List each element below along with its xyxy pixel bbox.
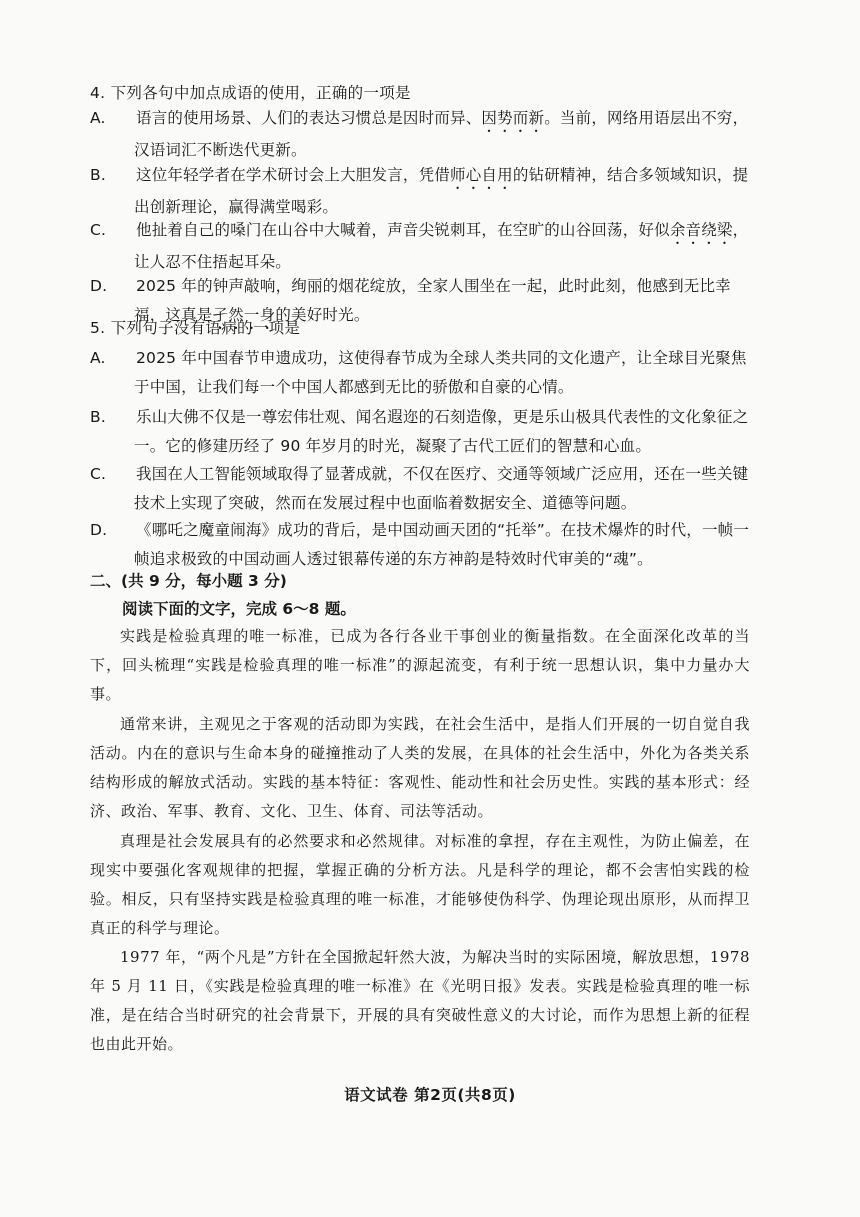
question-5-option-d	[90, 516, 752, 573]
option-letter: A.	[90, 349, 106, 367]
reading-instruction: 阅读下面的文字，完成 6～8 题。	[122, 600, 356, 618]
option-letter: A.	[90, 109, 106, 127]
question-4-stem: 4. 下列各句中加点成语的使用，正确的一项是	[90, 84, 411, 102]
option-letter: C.	[90, 221, 107, 239]
emphasized-idiom: 孑然一身	[212, 305, 276, 324]
option-letter: B.	[90, 166, 106, 184]
section-2-heading: 二、(共 9 分，每小题 3 分)	[90, 572, 287, 590]
emphasized-idiom: 师心自用	[450, 166, 513, 184]
question-4-option-c	[90, 216, 752, 277]
question-5-option-b	[90, 403, 752, 460]
option-text: 2025 年中国春节申遗成功，这使得春节成为全球人类共同的文化遗产，让全球目光聚焦于中国，让我们每一个中国人都感到无比的骄傲和自豪的心情。	[134, 349, 747, 396]
option-text-after: ，让人忍不住捂起耳朵。	[134, 221, 749, 271]
question-5-stem: 5. 下列句子没有语病的一项是	[90, 319, 301, 337]
option-letter: D.	[90, 521, 108, 539]
option-text: 我国在人工智能领域取得了显著成就，不仅在医疗、交通等领域广泛应用，还在一些关键技术上实现了突破，然而在发展过程中也面临着数据安全、道德等问题。	[134, 465, 749, 512]
option-text: 乐山大佛不仅是一尊宏伟壮观、闻名遐迩的石刻造像，更是乐山极具代表性的文化象征之一。它的修建历经了 90 年岁月的时光，凝聚了古代工匠们的智慧和心血。	[134, 408, 749, 455]
option-text-after: 。当前，网络用语层出不穷，汉语词汇不断迭代更新。	[134, 109, 749, 159]
passage-paragraph-1: 实践是检验真理的唯一标准，已成为各行各业干事创业的衡量指数。在全面深化改革的当下，回头梳理“实践是检验真理的唯一标准”的源起流变，有利于统一思想认识，集中力量办大事。	[90, 627, 750, 703]
option-text: 《哪吒之魔童闹海》成功的背后，是中国动画天团的“托举”。在技术爆炸的时代，一帧一帧追求极致的中国动画人透过银幕传递的东方神韵是特效时代审美的“魂”。	[134, 521, 750, 568]
option-letter: C.	[90, 465, 107, 483]
option-text-before: 2025 年的钟声敲响，绚丽的烟花绽放，全家人围坐在一起，此时此刻，他感到无比幸福，这真是	[134, 277, 731, 324]
question-5-option-c	[90, 460, 752, 517]
question-5-option-a	[90, 344, 752, 401]
emphasized-idiom: 因势而新	[481, 109, 545, 127]
passage-paragraph-2: 通常来讲，主观见之于客观的活动即为实践，在社会生活中，是指人们开展的一切自觉自我活动。内在的意识与生命本身的碰撞推动了人类的发展，在具体的社会生活中，外化为各类关系结构形成的解放式活动。实践的基本特征：客观性、能动性和社会历史性。实践的基本形式：经济、政治、军事、教育、文化、卫生、体育、司法等活动。	[90, 715, 750, 820]
option-text-before: 他扯着自己的嗓门在山谷中大喊着，声音尖锐刺耳，在空旷的山谷回荡，好似	[136, 221, 670, 239]
question-4-option-b	[90, 161, 752, 222]
option-text-before: 这位年轻学者在学术研讨会上大胆发言，凭借	[136, 166, 451, 184]
option-text-after: 的美好时光。	[275, 305, 370, 324]
option-text-after: 的钻研精神，结合多领域知识，提出创新理论，赢得满堂喝彩。	[134, 166, 749, 216]
option-letter: D.	[90, 277, 108, 295]
option-letter: B.	[90, 408, 106, 426]
emphasized-idiom: 余音绕梁	[669, 221, 733, 239]
page-footer: 语文试卷 第2页(共8页)	[344, 1086, 516, 1104]
option-text-before: 语言的使用场景、人们的表达习惯总是因时而异、	[136, 109, 482, 127]
passage-paragraph-4: 1977 年，“两个凡是”方针在全国掀起轩然大波，为解决当时的实际困境，解放思想，1978 年 5 月 11 日，《实践是检验真理的唯一标准》在《光明日报》发表。实践是检验真理的唯一标准，是在结合当时研究的社会背景下，开展的具有突破性意义的大讨论，而作为思想上新的征程也由此开始。	[90, 948, 750, 1053]
question-4-option-a	[90, 104, 752, 165]
passage-paragraph-3: 真理是社会发展具有的必然要求和必然规律。对标准的拿捏，存在主观性，为防止偏差，在现实中要强化客观规律的把握，掌握正确的分析方法。凡是科学的理论，都不会害怕实践的检验。相反，只有坚持实践是检验真理的唯一标准，才能够使伪科学、伪理论现出原形，从而捍卫真正的科学与理论。	[90, 832, 750, 937]
